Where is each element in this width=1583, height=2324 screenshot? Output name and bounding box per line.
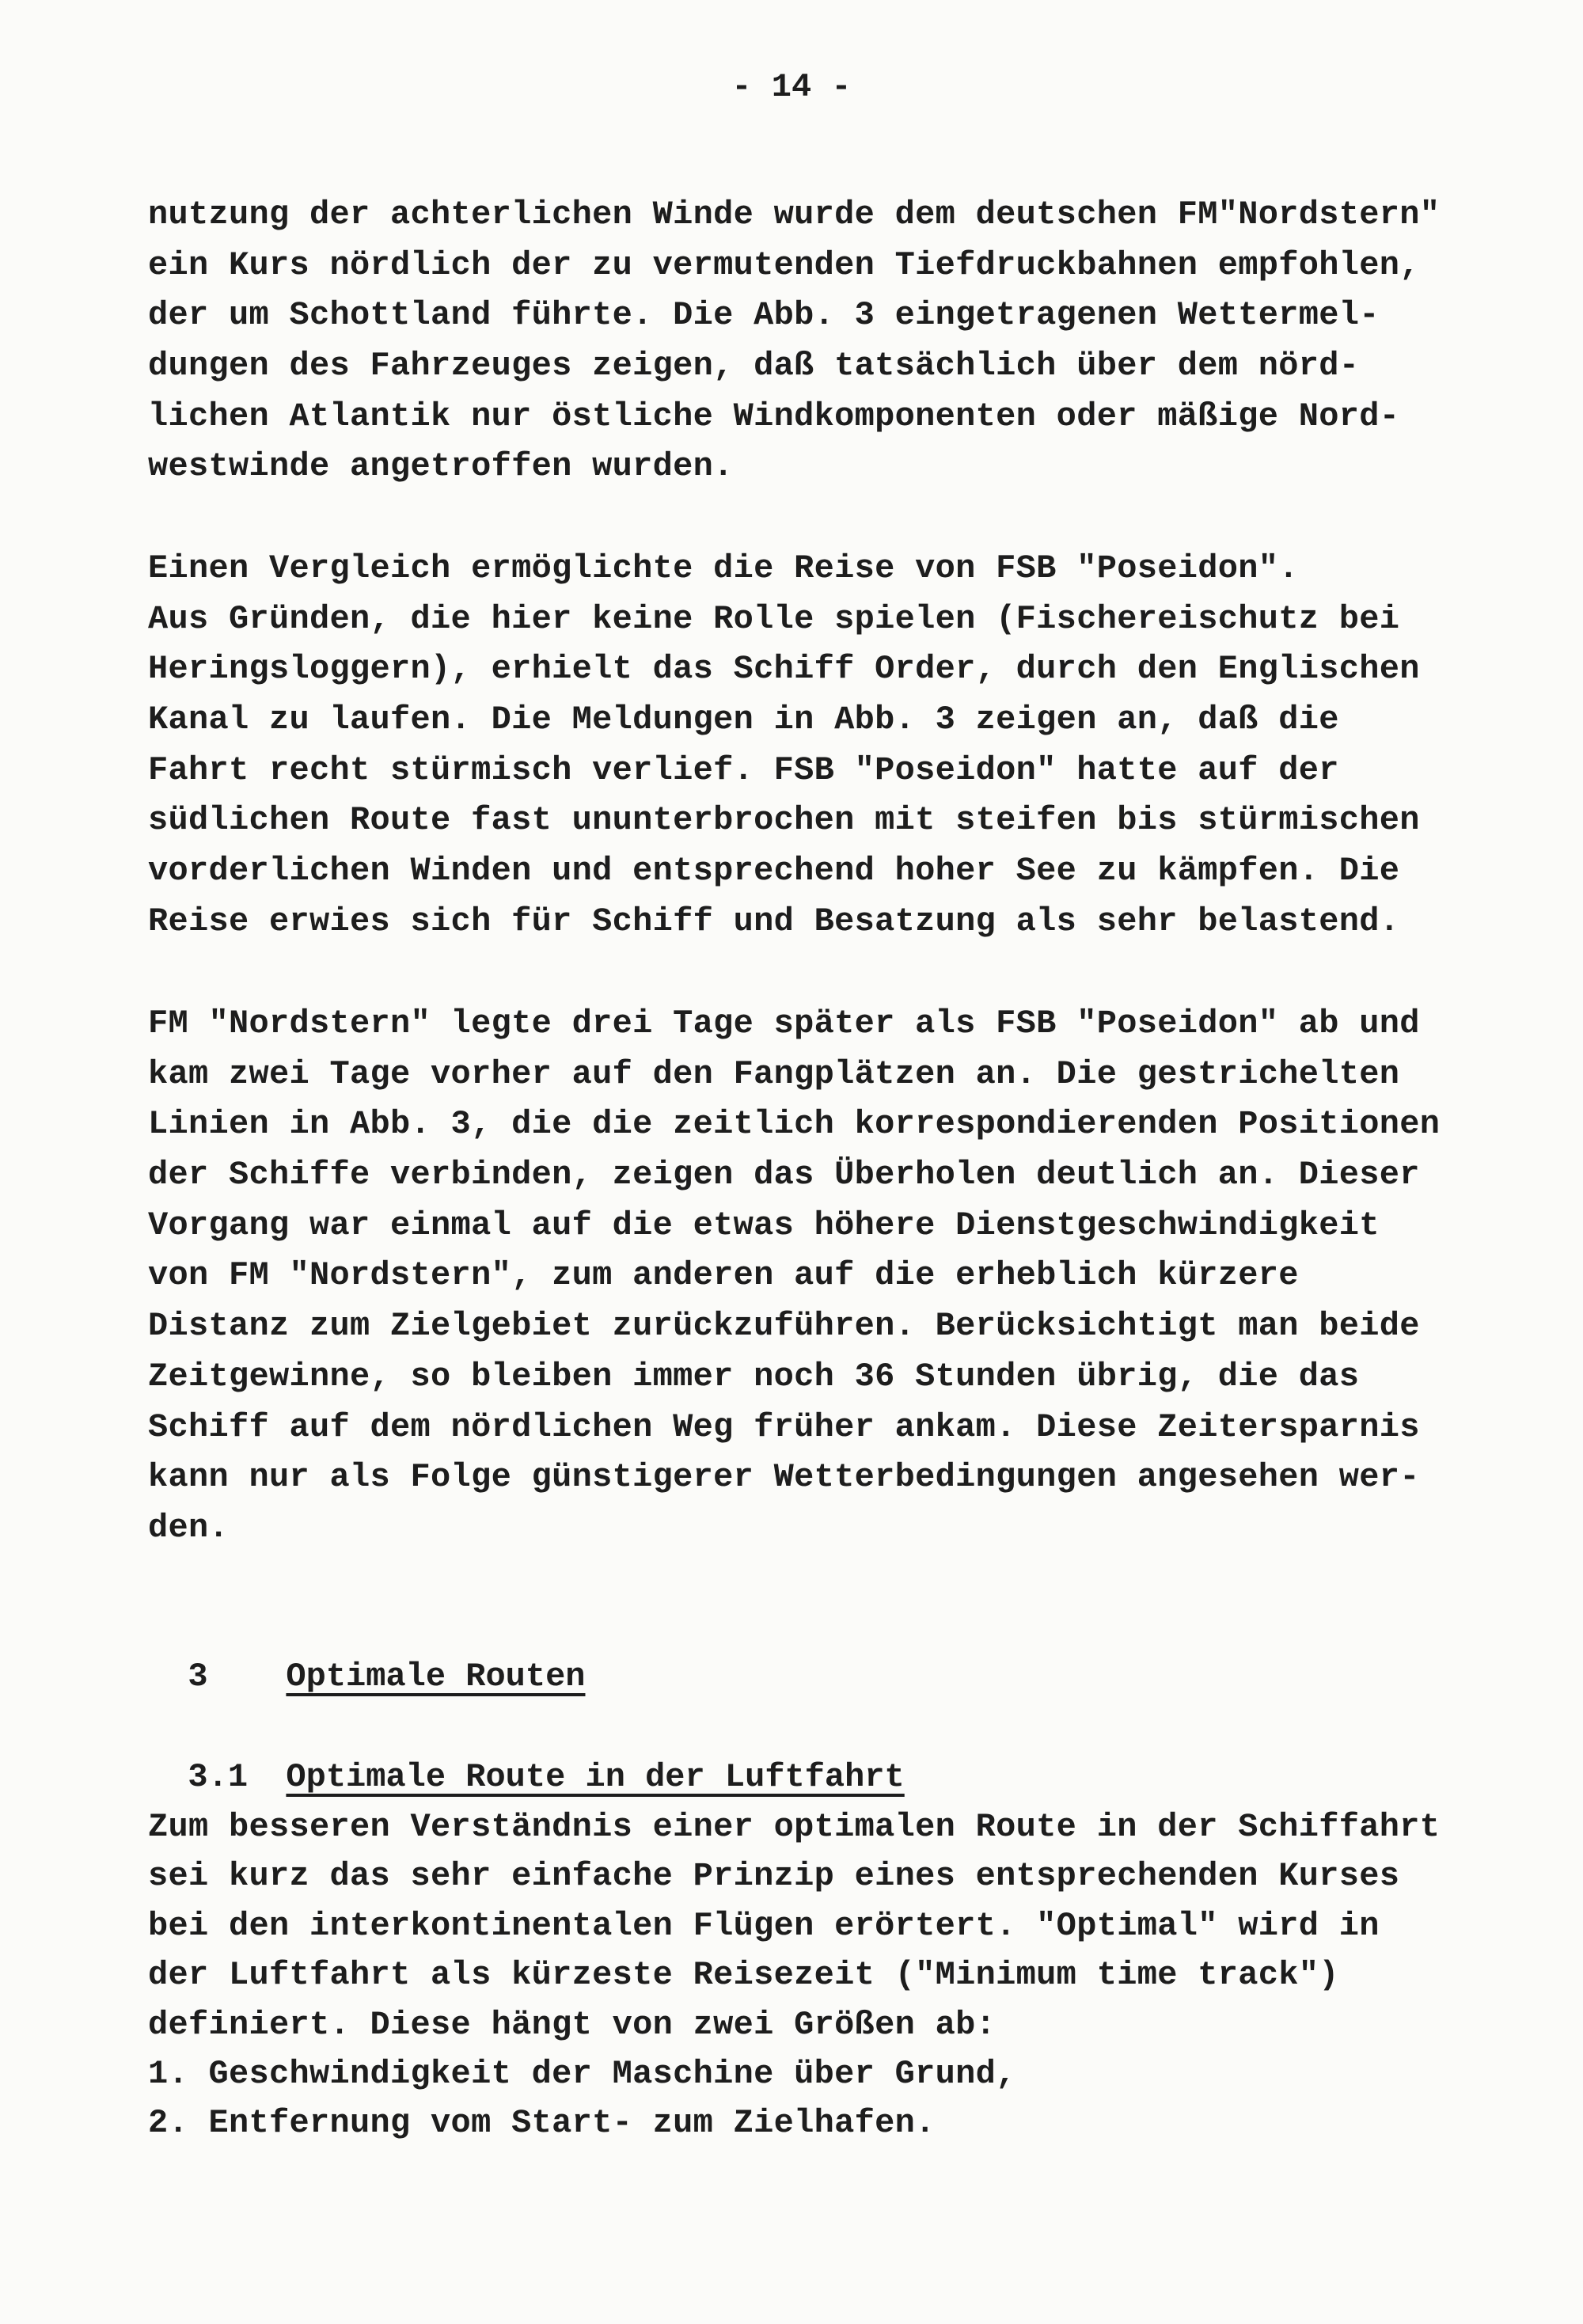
text-line: Schiff auf dem nördlichen Weg früher ankam. Diese Zeitersparnis [148, 1407, 1420, 1446]
paragraph-4 [148, 1802, 1440, 2148]
page-number: - 14 - [731, 68, 852, 106]
paragraph-1 [148, 190, 1440, 492]
text-line: ein Kurs nördlich der zu vermutenden Tiefdruckbahnen empfohlen, [148, 245, 1420, 284]
text-line: westwinde angetroffen wurden. [148, 447, 734, 486]
text-line: dungen des Fahrzeuges zeigen, daß tatsächlich über dem nörd- [148, 347, 1360, 385]
section-heading-3-1 [148, 1702, 905, 1802]
text-line: der um Schottland führte. Die Abb. 3 eingetragenen Wettermel- [148, 296, 1380, 335]
text-line: lichen Atlantik nur östliche Windkomponenten oder mäßige Nord- [148, 397, 1400, 435]
text-line: Zum besseren Verständnis einer optimalen Route in der Schiffahrt [148, 1808, 1441, 1846]
section-number: 3.1 [188, 1757, 249, 1796]
text-line: definiert. Diese hängt von zwei Größen ab: [148, 2005, 996, 2044]
text-line: sei kurz das sehr einfache Prinzip eines entsprechenden Kurses [148, 1857, 1400, 1896]
section-number: 3 [188, 1657, 208, 1696]
paragraph-3 [148, 999, 1440, 1554]
text-line: kam zwei Tage vorher auf den Fangplätzen an. Die gestrichelten [148, 1054, 1400, 1093]
text-line: vorderlichen Winden und entsprechend hoher See zu kämpfen. Die [148, 852, 1400, 890]
section-title: Optimale Route in der Luftfahrt [286, 1757, 905, 1796]
paragraph-2 [148, 544, 1420, 947]
text-line: Aus Gründen, die hier keine Rolle spielen (Fischereischutz bei [148, 599, 1400, 638]
text-line: Zeitgewinne, so bleiben immer noch 36 Stunden übrig, die das [148, 1357, 1360, 1396]
text-line: FM "Nordstern" legte drei Tage später als FSB "Poseidon" ab und [148, 1004, 1420, 1042]
text-line: bei den interkontinentalen Flügen erörtert. "Optimal" wird in [148, 1906, 1380, 1945]
text-line: den. [148, 1508, 230, 1547]
section-title: Optimale Routen [286, 1657, 586, 1696]
text-line: 2. Entfernung vom Start- zum Zielhafen. [148, 2104, 936, 2143]
text-line: 1. Geschwindigkeit der Maschine über Grund, [148, 2054, 1016, 2093]
text-line: Distanz zum Zielgebiet zurückzuführen. Berücksichtigt man beide [148, 1307, 1420, 1346]
section-heading-3 [148, 1601, 585, 1702]
text-line: nutzung der achterlichen Winde wurde dem deutschen FM"Nordstern" [148, 196, 1441, 234]
text-line: Linien in Abb. 3, die die zeitlich korrespondierenden Positionen [148, 1105, 1441, 1144]
text-line: der Schiffe verbinden, zeigen das Überholen deutlich an. Dieser [148, 1156, 1420, 1194]
text-line: Reise erwies sich für Schiff und Besatzung als sehr belastend. [148, 902, 1400, 940]
text-line: Vorgang war einmal auf die etwas höhere Dienstgeschwindigkeit [148, 1206, 1380, 1244]
text-line: von FM "Nordstern", zum anderen auf die erheblich kürzere [148, 1256, 1299, 1295]
text-line: Fahrt recht stürmisch verlief. FSB "Poseidon" hatte auf der [148, 750, 1339, 789]
text-line: südlichen Route fast ununterbrochen mit steifen bis stürmischen [148, 801, 1420, 840]
text-line: der Luftfahrt als kürzeste Reisezeit ("Minimum time track") [148, 1956, 1339, 1995]
text-line: Einen Vergleich ermöglichte die Reise von FSB "Poseidon". [148, 549, 1299, 587]
text-line: kann nur als Folge günstigerer Wetterbedingungen angesehen wer- [148, 1458, 1420, 1497]
text-line: Heringsloggern), erhielt das Schiff Order, durch den Englischen [148, 650, 1420, 689]
text-line: Kanal zu laufen. Die Meldungen in Abb. 3 zeigen an, daß die [148, 701, 1339, 739]
